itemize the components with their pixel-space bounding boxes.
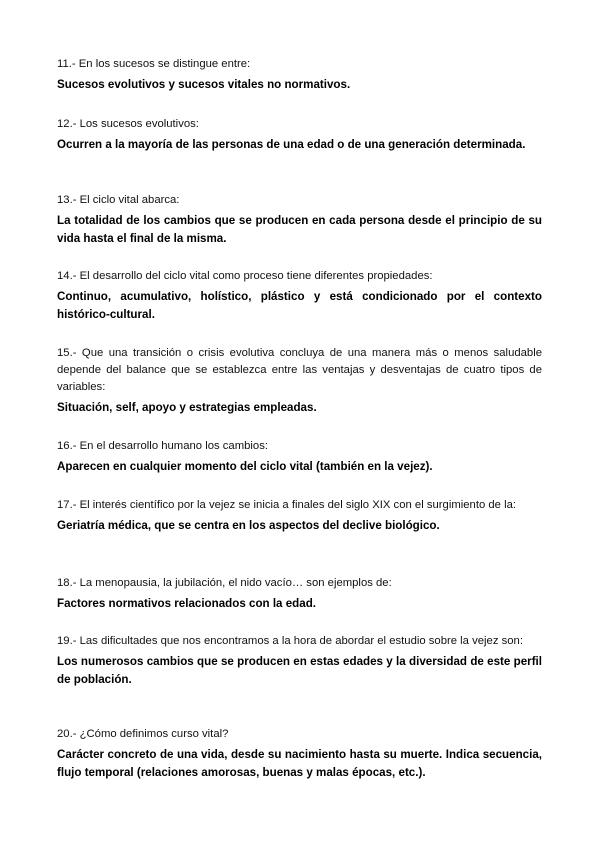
answer-text: Continuo, acumulativo, holístico, plástico y está condicionado por el contexto histórico-cultural. (57, 290, 542, 321)
qa-item-12 (57, 116, 542, 154)
qa-item-11 (57, 56, 542, 94)
question-text: 14.- El desarrollo del ciclo vital como proceso tiene diferentes propiedades: (57, 270, 433, 282)
question-text: 18.- La menopausia, la jubilación, el nido vacío… son ejemplos de: (57, 577, 392, 589)
qa-item-17 (57, 497, 542, 535)
answer-text: Sucesos evolutivos y sucesos vitales no normativos. (57, 78, 351, 91)
qa-item-15 (57, 345, 542, 417)
question-text: 12.- Los sucesos evolutivos: (57, 118, 199, 130)
question-text: 19.- Las dificultades que nos encontramos a la hora de abordar el estudio sobre la vejez son: (57, 635, 523, 647)
qa-item-19 (57, 633, 542, 689)
answer-text: Carácter concreto de una vida, desde su nacimiento hasta su muerte. Indica secuencia, flujo temporal (relaciones amorosas, buenas y malas épocas, etc.). (57, 748, 542, 779)
question-text: 20.- ¿Cómo definimos curso vital? (57, 728, 229, 740)
qa-item-13 (57, 192, 542, 248)
answer-text: Situación, self, apoyo y estrategias empleadas. (57, 401, 317, 414)
question-text: 13.- El ciclo vital abarca: (57, 194, 180, 206)
answer-text: Los numerosos cambios que se producen en estas edades y la diversidad de este perfil de población. (57, 655, 542, 686)
qa-item-16 (57, 438, 542, 476)
answer-text: Geriatría médica, que se centra en los aspectos del declive biológico. (57, 519, 440, 532)
answer-text: Aparecen en cualquier momento del ciclo vital (también en la vejez). (57, 460, 433, 473)
question-text: 15.- Que una transición o crisis evolutiva concluya de una manera más o menos saludable depende del balance que se establezca entre las ventajas y desventajas de cuatro tipos de variables: (57, 347, 542, 393)
question-text: 16.- En el desarrollo humano los cambios: (57, 440, 268, 452)
question-text: 17.- El interés científico por la vejez se inicia a finales del siglo XIX con el surgimiento de la: (57, 499, 517, 511)
answer-text: La totalidad de los cambios que se producen en cada persona desde el principio de su vida hasta el final de la misma. (57, 214, 542, 245)
qa-item-18 (57, 575, 542, 613)
question-text: 11.- En los sucesos se distingue entre: (57, 58, 251, 70)
answer-text: Ocurren a la mayoría de las personas de una edad o de una generación determinada. (57, 138, 526, 151)
qa-item-14 (57, 268, 542, 324)
qa-item-20 (57, 726, 542, 782)
answer-text: Factores normativos relacionados con la edad. (57, 597, 317, 610)
